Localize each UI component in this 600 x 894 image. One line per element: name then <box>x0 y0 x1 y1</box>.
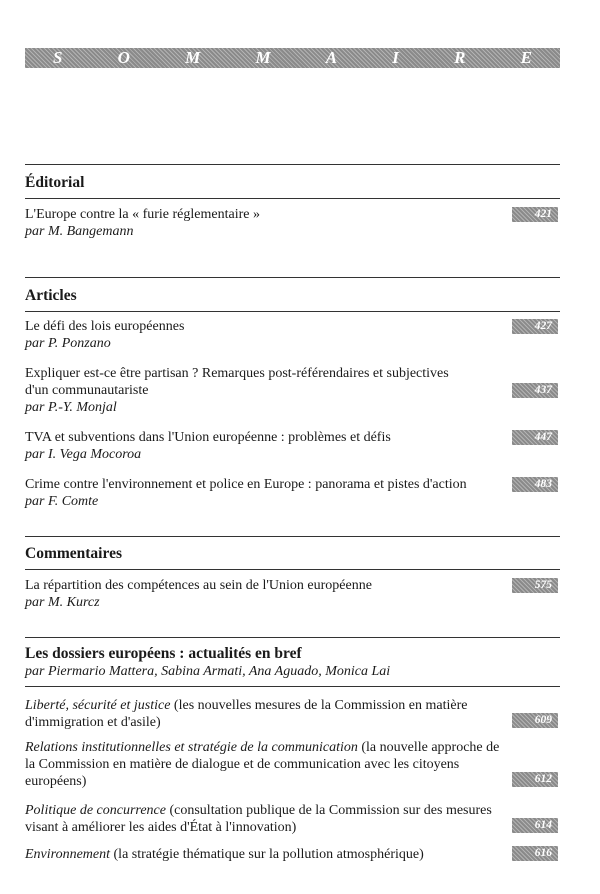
entry-author: par P.-Y. Monjal <box>25 400 117 415</box>
toc-entry[interactable] <box>25 802 500 836</box>
toc-entry[interactable] <box>25 206 500 240</box>
section-rule <box>25 536 560 537</box>
section-heading-articles: Articles <box>25 287 77 304</box>
section-rule <box>25 686 560 687</box>
section-rule <box>25 198 560 199</box>
toc-entry[interactable] <box>25 429 500 463</box>
page-number-badge: 421 <box>512 207 558 222</box>
sommaire-banner <box>25 48 560 68</box>
entry-desc-line: d'immigration et d'asile) <box>25 715 161 730</box>
page-number-badge: 427 <box>512 319 558 334</box>
dossiers-authors: par Piermario Mattera, Sabina Armati, Ana Aguado, Monica Lai <box>25 664 391 679</box>
entry-title: L'Europe contre la « furie réglementaire » <box>25 207 260 222</box>
entry-author: par I. Vega Mocoroa <box>25 447 142 462</box>
page-number-badge: 575 <box>512 578 558 593</box>
toc-entry[interactable] <box>25 577 500 611</box>
entry-author: par P. Ponzano <box>25 336 111 351</box>
page-number-badge: 483 <box>512 477 558 492</box>
banner-letter: R <box>454 48 466 67</box>
toc-entry[interactable] <box>25 476 500 510</box>
entry-desc-line: la Commission en matière de dialogue et de communication avec les citoyens <box>25 757 460 772</box>
entry-title: La répartition des compétences au sein de l'Union européenne <box>25 578 372 593</box>
entry-author: par M. Bangemann <box>25 224 134 239</box>
entry-author: par M. Kurcz <box>25 595 100 610</box>
entry-author: par F. Comte <box>25 494 99 509</box>
toc-entry[interactable] <box>25 365 500 416</box>
entry-desc: (la stratégie thématique sur la pollution atmosphérique) <box>113 847 424 862</box>
page-number-badge: 616 <box>512 846 558 861</box>
entry-desc-line: visant à améliorer les aides d'État à l'innovation) <box>25 820 297 835</box>
entry-topic: Liberté, sécurité et justice <box>25 698 171 713</box>
toc-entry[interactable] <box>25 318 500 352</box>
page-number-badge: 447 <box>512 430 558 445</box>
page-number-badge: 609 <box>512 713 558 728</box>
section-heading-dossiers: Les dossiers européens : actualités en bref <box>25 645 302 662</box>
entry-title-line: d'un communautariste <box>25 383 149 398</box>
toc-entry[interactable] <box>25 697 500 731</box>
entry-title: TVA et subventions dans l'Union européenne : problèmes et défis <box>25 430 391 445</box>
section-rule <box>25 569 560 570</box>
entry-desc: (la nouvelle approche de <box>361 740 500 755</box>
page-number-badge: 612 <box>512 772 558 787</box>
page-number-badge: 614 <box>512 818 558 833</box>
banner-letter: A <box>325 48 338 67</box>
section-rule <box>25 637 560 638</box>
banner-letter: S <box>53 48 63 67</box>
banner-letter: M <box>185 48 201 67</box>
section-heading-editorial: Éditorial <box>25 174 85 191</box>
entry-desc: (consultation publique de la Commission sur des mesures <box>169 803 492 818</box>
banner-letter: M <box>255 48 271 67</box>
entry-title-line: Expliquer est-ce être partisan ? Remarques post-référendaires et subjectives <box>25 366 449 381</box>
section-rule <box>25 164 560 165</box>
banner-letter: I <box>392 48 399 67</box>
entry-topic: Relations institutionnelles et stratégie de la communication <box>25 740 358 755</box>
section-rule <box>25 311 560 312</box>
banner-letter: E <box>520 48 532 67</box>
entry-title: Le défi des lois européennes <box>25 319 185 334</box>
page-number-badge: 437 <box>512 383 558 398</box>
toc-entry[interactable] <box>25 739 500 790</box>
entry-title: Crime contre l'environnement et police en Europe : panorama et pistes d'action <box>25 477 467 492</box>
toc-entry[interactable] <box>25 846 500 863</box>
entry-topic: Environnement <box>25 847 111 862</box>
banner-letter: O <box>117 48 130 67</box>
section-heading-commentaires: Commentaires <box>25 545 122 562</box>
section-rule <box>25 277 560 278</box>
entry-topic: Politique de concurrence <box>25 803 166 818</box>
entry-desc: (les nouvelles mesures de la Commission en matière <box>173 698 468 713</box>
entry-desc-line: européens) <box>25 774 87 789</box>
